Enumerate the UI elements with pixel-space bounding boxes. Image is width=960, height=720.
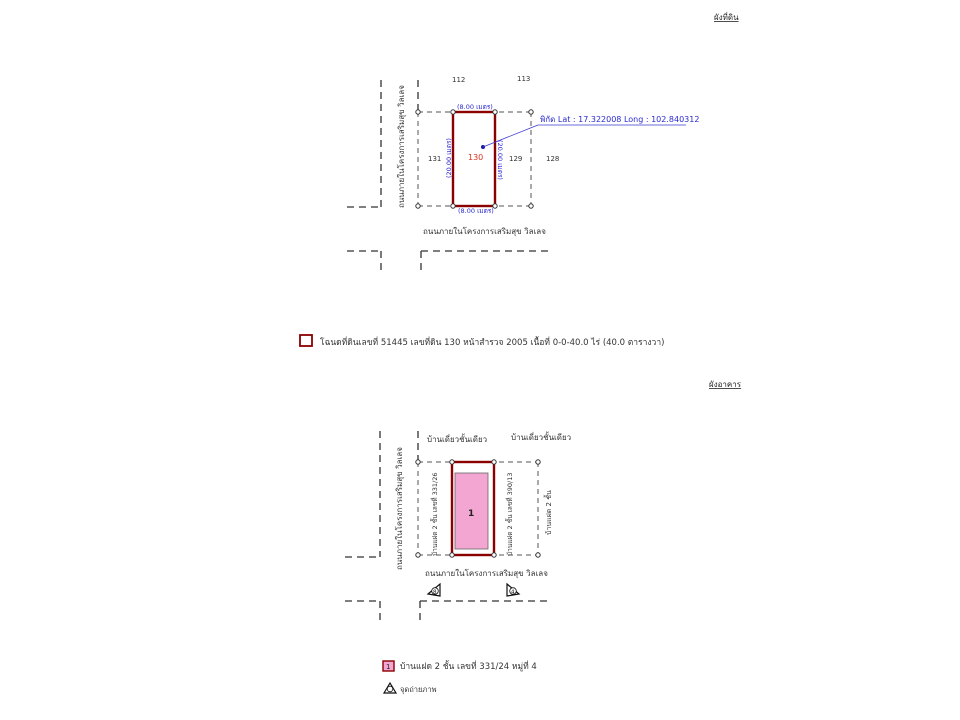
neighbor-131: 131 <box>428 155 442 163</box>
node <box>416 553 420 557</box>
node <box>450 553 454 557</box>
photo-point-a <box>428 584 440 596</box>
land-map-title: ผังที่ดิน <box>714 13 739 22</box>
neighbor-112: 112 <box>452 76 466 84</box>
coordinate-label: พิกัด Lat : 17.322008 Long : 102.840312 <box>540 115 700 124</box>
node <box>529 110 533 114</box>
dim-top: (8.00 เมตร) <box>457 103 493 111</box>
building-map-title: ผังอาคาร <box>709 380 742 389</box>
node <box>416 110 420 114</box>
legend-plot-swatch <box>300 335 312 346</box>
dim-left: (20.00 เมตร) <box>445 138 453 178</box>
building-number: 1 <box>468 509 475 519</box>
road-vertical-label: ถนนภายในโครงการเสริมสุข วิลเลจ <box>397 85 406 208</box>
legend-building-number: 1 <box>386 663 391 671</box>
photo-point-b-number: 4 <box>511 589 515 596</box>
neighbor-left: บ้านแฝด 2 ชั้น เลขที่ 331/26 <box>431 472 439 556</box>
neighbor-right-far: บ้านแฝด 2 ชั้น <box>545 490 553 535</box>
node <box>536 553 540 557</box>
road-horizontal-label: ถนนภายในโครงการเสริมสุข วิลเลจ <box>423 227 546 236</box>
node <box>536 460 540 464</box>
road-vertical-label-2: ถนนภายในโครงการเสริมสุข วิลเลจ <box>395 447 404 570</box>
photo-point-b <box>507 584 519 596</box>
node <box>451 110 455 114</box>
node <box>529 204 533 208</box>
node <box>492 553 496 557</box>
node <box>493 110 497 114</box>
node <box>416 204 420 208</box>
plot-number: 130 <box>468 153 484 162</box>
coordinate-leader <box>483 125 538 147</box>
dim-bottom: (8.00 เมตร) <box>458 207 494 215</box>
node <box>492 460 496 464</box>
node <box>450 460 454 464</box>
legend-photo-text: จุดถ่ายภาพ <box>400 685 437 694</box>
road-horizontal-label-2: ถนนภายในโครงการเสริมสุข วิลเลจ <box>425 569 548 578</box>
neighbor-113: 113 <box>517 75 531 83</box>
legend-photo-icon <box>384 683 396 693</box>
neighbor-top-left: บ้านเดี่ยวชั้นเดียว <box>427 435 488 444</box>
legend-building-text: บ้านแฝด 2 ชั้น เลขที่ 331/24 หมู่ที่ 4 <box>400 662 537 672</box>
dim-right: (20.00 เมตร) <box>496 140 504 180</box>
neighbor-right-near: บ้านแฝด 2 ชั้น เลขที่ 390/13 <box>506 472 514 556</box>
node <box>416 460 420 464</box>
legend-plot-text: โฉนดที่ดินเลขที่ 51445 เลขที่ดิน 130 หน้าสำรวจ 2005 เนื้อที่ 0-0-40.0 ไร่ (40.0 ตารางวา) <box>320 338 665 348</box>
neighbor-top-right: บ้านเดี่ยวชั้นเดียว <box>511 433 572 442</box>
photo-point-a-number: 8 <box>433 589 437 596</box>
node <box>451 204 455 208</box>
neighbor-128: 128 <box>546 155 560 163</box>
neighbor-129: 129 <box>509 155 523 163</box>
